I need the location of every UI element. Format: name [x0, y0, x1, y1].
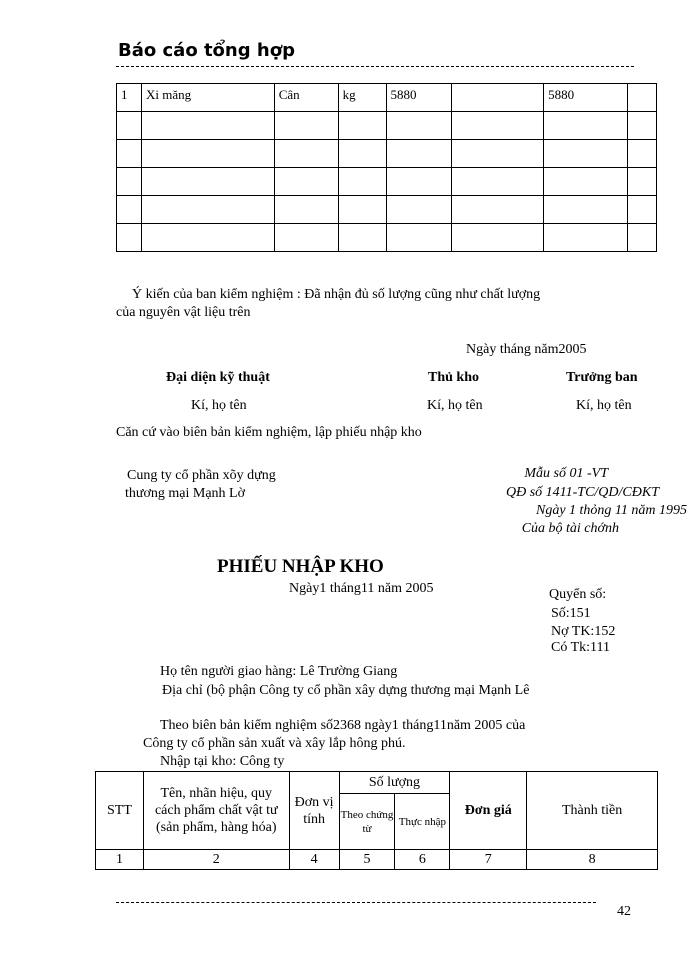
table-cell [544, 196, 628, 224]
col-number: 4 [289, 850, 339, 870]
table-row [117, 224, 657, 252]
table-cell [544, 112, 628, 140]
col-number: 8 [527, 850, 658, 870]
table-cell [117, 140, 142, 168]
table-cell [141, 196, 274, 224]
table-cell [386, 196, 452, 224]
signature-sign-chief: Kí, họ tên [576, 398, 632, 413]
table-cell [628, 140, 657, 168]
receipt-number: Số:151 [551, 606, 591, 621]
signature-sign-technical: Kí, họ tên [191, 398, 247, 413]
page-header-title: Báo cáo tổng hợp [118, 40, 295, 61]
table-row [117, 140, 657, 168]
table-row [117, 112, 657, 140]
table-cell [386, 140, 452, 168]
table-cell [452, 168, 544, 196]
table-cell: 1 [117, 84, 142, 112]
table-cell [141, 224, 274, 252]
table-cell: kg [338, 84, 386, 112]
table-cell [338, 168, 386, 196]
table-cell [628, 168, 657, 196]
opinion-line-1: Ý kiến của ban kiểm nghiệm : Đã nhận đủ số lượng cũng như chất lượng [132, 287, 541, 302]
table-row [117, 168, 657, 196]
col-number: 2 [143, 850, 289, 870]
header-qty-actual: Thực nhập [395, 794, 450, 850]
table-cell [338, 224, 386, 252]
receipt-book: Quyển số: [549, 587, 607, 602]
table-row [117, 84, 657, 112]
table-row [117, 196, 657, 224]
table-cell [141, 112, 274, 140]
opinion-line-2: của nguyên vật liệu trên [116, 305, 251, 320]
table-cell [452, 224, 544, 252]
receipt-title: PHIẾU NHẬP KHO [217, 556, 384, 577]
warehouse-line: Nhập tại kho: Công ty [160, 754, 285, 769]
table-cell [452, 196, 544, 224]
table-cell [338, 112, 386, 140]
col-number: 7 [450, 850, 527, 870]
basis2-line-2: Công ty cổ phần sản xuất và xây lắp hông phú. [143, 736, 406, 751]
receipt-table [95, 771, 658, 870]
table-cell [628, 84, 657, 112]
form-decision: QĐ số 1411-TC/QD/CĐKT [506, 485, 659, 500]
col-number: 6 [395, 850, 450, 870]
table-cell [274, 224, 338, 252]
deliverer-line: Họ tên người giao hàng: Lê Trường Giang [160, 664, 398, 679]
signature-role-technical: Đại diện kỹ thuật [166, 370, 270, 385]
table-cell: Xi măng [141, 84, 274, 112]
signature-role-chief: Trưởng ban [566, 370, 638, 385]
table-cell [452, 140, 544, 168]
header-quantity: Số lượng [339, 772, 450, 794]
table-cell: 5880 [386, 84, 452, 112]
receipt-debit: Nợ TK:152 [551, 624, 616, 639]
receipt-credit: Có Tk:111 [551, 640, 610, 655]
header-unit: Đơn vị tính [289, 772, 339, 850]
company-line-2: thương mại Mạnh Lờ [125, 486, 245, 501]
header-divider [116, 66, 634, 67]
signature-sign-storekeeper: Kí, họ tên [427, 398, 483, 413]
table-cell [141, 168, 274, 196]
table-cell [274, 140, 338, 168]
table-cell [628, 224, 657, 252]
form-number: Mẫu số 01 -VT [524, 466, 608, 481]
table-cell: Cân [274, 84, 338, 112]
form-date: Ngày 1 thỏng 11 năm 1995 [535, 503, 687, 518]
col-number: 5 [339, 850, 395, 870]
basis-line: Căn cứ vào biên bản kiểm nghiệm, lập phiếu nhập kho [116, 425, 422, 440]
table-cell [544, 224, 628, 252]
table-cell [452, 112, 544, 140]
header-item-name: Tên, nhãn hiệu, quy cách phẩm chất vật tư (sản phẩm, hàng hóa) [143, 772, 289, 850]
form-ministry: Của bộ tài chớnh [521, 521, 619, 536]
header-stt: STT [96, 772, 144, 850]
address-line: Địa chỉ (bộ phận Công ty cổ phần xây dựng thương mại Mạnh Lê [162, 683, 530, 698]
table-cell [117, 196, 142, 224]
table-cell [117, 112, 142, 140]
table-cell: 5880 [544, 84, 628, 112]
table-cell [141, 140, 274, 168]
signature-role-storekeeper: Thủ kho [428, 370, 479, 385]
table-cell [338, 140, 386, 168]
header-unit-price: Đơn giá [450, 772, 527, 850]
date-line: Ngày tháng năm2005 [466, 342, 587, 357]
table-cell [386, 224, 452, 252]
table-cell [338, 196, 386, 224]
table-cell [628, 196, 657, 224]
table-cell [544, 140, 628, 168]
materials-table [116, 83, 657, 252]
company-line-1: Cung ty cổ phần xõy dựng [127, 468, 276, 483]
basis2-line-1: Theo biên bản kiểm nghiệm số2368 ngày1 tháng11năm 2005 của [160, 718, 526, 733]
table-cell [628, 112, 657, 140]
table-cell [274, 196, 338, 224]
table-cell [274, 168, 338, 196]
footer-divider [116, 902, 596, 903]
table-cell [117, 168, 142, 196]
header-amount: Thành tiền [527, 772, 658, 850]
page-number: 42 [617, 904, 631, 919]
table-cell [544, 168, 628, 196]
col-number: 1 [96, 850, 144, 870]
header-qty-document: Theo chứng từ [339, 794, 395, 850]
table-cell [386, 168, 452, 196]
receipt-date: Ngày1 tháng11 năm 2005 [289, 581, 434, 596]
table-cell [386, 112, 452, 140]
table-cell [452, 84, 544, 112]
table-cell [274, 112, 338, 140]
table-cell [117, 224, 142, 252]
